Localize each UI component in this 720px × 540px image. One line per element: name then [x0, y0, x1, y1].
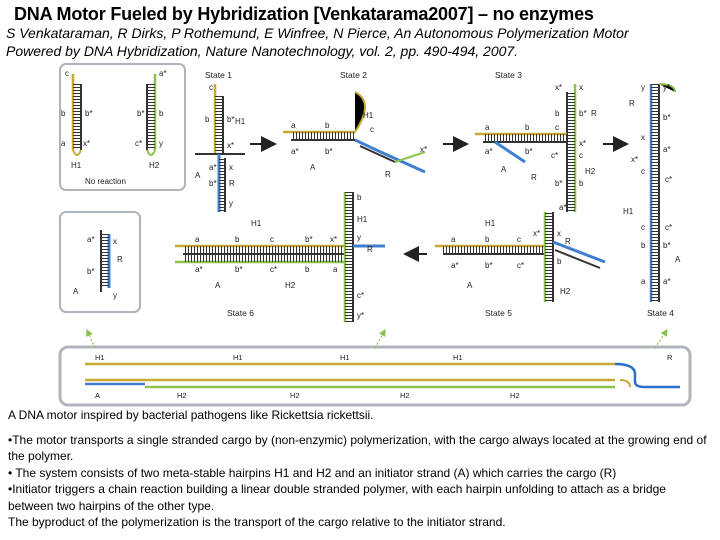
svg-text:H1: H1 — [363, 111, 374, 120]
svg-text:c: c — [270, 235, 274, 244]
svg-text:H2: H2 — [585, 167, 596, 176]
svg-text:b*: b* — [579, 109, 587, 118]
state-1-diagram — [195, 70, 246, 212]
svg-text:State 2: State 2 — [340, 70, 367, 80]
svg-text:x*: x* — [533, 229, 541, 238]
svg-text:y: y — [159, 139, 163, 148]
svg-text:A: A — [95, 391, 101, 400]
svg-text:x*: x* — [631, 155, 639, 164]
svg-text:a*: a* — [559, 203, 567, 212]
svg-text:b: b — [305, 265, 310, 274]
svg-text:a: a — [451, 235, 456, 244]
svg-text:H1: H1 — [357, 215, 368, 224]
svg-text:H2: H2 — [285, 281, 296, 290]
svg-text:b*: b* — [325, 147, 333, 156]
svg-text:State 4: State 4 — [647, 308, 674, 318]
svg-text:c: c — [579, 151, 583, 160]
svg-text:c*: c* — [270, 265, 278, 274]
state-5-diagram — [435, 212, 605, 318]
dna-motor-figure — [55, 62, 695, 407]
svg-text:H2: H2 — [400, 391, 410, 400]
svg-text:a: a — [333, 265, 338, 274]
state-6-diagram — [175, 192, 385, 322]
svg-text:State 3: State 3 — [495, 70, 522, 80]
citation — [6, 24, 718, 60]
svg-text:b*: b* — [663, 241, 671, 250]
svg-text:a*: a* — [195, 265, 203, 274]
svg-text:b: b — [357, 193, 362, 202]
svg-text:b*: b* — [525, 147, 533, 156]
lead-sentence: A DNA motor inspired by bacterial pathogens like Rickettsia rickettsii. — [8, 408, 374, 422]
svg-text:a*: a* — [485, 147, 493, 156]
svg-text:R: R — [367, 245, 373, 254]
svg-text:b*: b* — [87, 267, 95, 276]
svg-text:b: b — [641, 241, 646, 250]
svg-text:y: y — [113, 291, 117, 300]
svg-text:b*: b* — [85, 109, 93, 118]
svg-text:y: y — [357, 233, 361, 242]
svg-text:State 1: State 1 — [205, 70, 232, 80]
svg-text:y: y — [641, 83, 645, 92]
svg-text:a*: a* — [209, 163, 217, 172]
bullet-initiator: •Initiator triggers a chain reaction building a linear double stranded polymer, with each hairpin unfolding to attach as a bridge between two hairpins of the other type. — [8, 482, 666, 513]
svg-text:b*: b* — [137, 109, 145, 118]
label-h2-a: H2 — [149, 161, 160, 170]
svg-text:H2: H2 — [177, 391, 187, 400]
svg-text:a*: a* — [451, 261, 459, 270]
svg-text:H1: H1 — [485, 219, 496, 228]
bullet-hairpins: • The system consists of two meta-stable hairpins H1 and H2 and an initiator strand (A) which carries the cargo (R) — [8, 465, 617, 480]
svg-text:A: A — [195, 171, 201, 180]
svg-text:c: c — [641, 223, 645, 232]
svg-text:R: R — [385, 170, 391, 179]
svg-text:b: b — [235, 235, 240, 244]
svg-text:x: x — [579, 83, 583, 92]
svg-text:b*: b* — [305, 235, 313, 244]
svg-text:c*: c* — [357, 291, 365, 300]
svg-text:A: A — [73, 287, 79, 296]
svg-text:a*: a* — [663, 145, 671, 154]
svg-text:y: y — [229, 199, 233, 208]
svg-text:c: c — [517, 235, 521, 244]
no-reaction-label: No reaction — [85, 177, 126, 186]
svg-text:a: a — [291, 121, 296, 130]
state-2-diagram — [283, 70, 427, 179]
polymer-panel — [60, 330, 690, 405]
svg-text:c: c — [65, 69, 69, 78]
svg-text:H1: H1 — [95, 353, 105, 362]
svg-text:A: A — [467, 281, 473, 290]
svg-text:c*: c* — [665, 223, 673, 232]
svg-text:x*: x* — [83, 139, 91, 148]
svg-text:H1: H1 — [623, 207, 634, 216]
svg-text:a*: a* — [663, 277, 671, 286]
svg-text:x*: x* — [227, 141, 235, 150]
svg-text:c: c — [555, 123, 559, 132]
svg-text:H1: H1 — [235, 117, 246, 126]
svg-text:b*: b* — [663, 113, 671, 122]
state-3-diagram — [475, 70, 597, 212]
svg-text:H1: H1 — [251, 219, 262, 228]
state-4-diagram — [623, 83, 681, 318]
svg-text:b*: b* — [555, 179, 563, 188]
svg-text:b: b — [525, 123, 530, 132]
svg-text:b: b — [325, 121, 330, 130]
svg-text:x: x — [113, 237, 117, 246]
svg-text:x: x — [557, 229, 561, 238]
svg-text:a: a — [641, 277, 646, 286]
citation-line-1: S Venkataraman, R Dirks, P Rothemund, E Winfree, N Pierce, An Autonomous Polymerization Motor — [6, 25, 629, 41]
label-h1-a: H1 — [71, 161, 82, 170]
figure-svg — [55, 62, 695, 407]
svg-text:b*: b* — [235, 265, 243, 274]
citation-line-2: Powered by DNA Hybridization, Nature Nanotechnology, vol. 2, pp. 490-494, 2007. — [6, 43, 519, 59]
svg-text:c*: c* — [665, 175, 673, 184]
svg-text:x*: x* — [555, 83, 563, 92]
svg-text:State 6: State 6 — [227, 308, 254, 318]
svg-text:a: a — [61, 139, 66, 148]
svg-text:c: c — [641, 167, 645, 176]
svg-text:H1: H1 — [340, 353, 350, 362]
svg-text:y*: y* — [663, 83, 671, 92]
svg-text:x: x — [229, 163, 233, 172]
svg-text:a*: a* — [87, 235, 95, 244]
svg-text:State 5: State 5 — [485, 308, 512, 318]
svg-text:H1: H1 — [233, 353, 243, 362]
svg-text:R: R — [629, 99, 635, 108]
svg-text:H2: H2 — [510, 391, 520, 400]
svg-text:c*: c* — [551, 151, 559, 160]
svg-text:A: A — [310, 163, 316, 172]
svg-text:a*: a* — [291, 147, 299, 156]
svg-text:R: R — [117, 255, 123, 264]
svg-text:R: R — [591, 109, 597, 118]
svg-text:H1: H1 — [453, 353, 463, 362]
svg-text:b: b — [485, 235, 490, 244]
svg-text:b: b — [159, 109, 164, 118]
svg-text:R: R — [229, 179, 235, 188]
svg-text:A: A — [501, 165, 507, 174]
svg-text:b*: b* — [227, 115, 235, 124]
svg-text:b: b — [61, 109, 66, 118]
svg-text:c: c — [370, 125, 374, 134]
svg-text:y*: y* — [357, 311, 365, 320]
svg-text:R: R — [531, 173, 537, 182]
svg-text:x*: x* — [420, 145, 428, 154]
bullet-cargo: •The motor transports a single stranded cargo by (non-enzymic) polymerization, with the cargo always located at the growing end of the polymer. — [8, 432, 707, 463]
svg-text:b: b — [557, 257, 562, 266]
svg-text:c: c — [209, 83, 213, 92]
svg-text:b*: b* — [485, 261, 493, 270]
svg-text:b: b — [205, 115, 210, 124]
svg-text:b*: b* — [209, 179, 217, 188]
panel-hairpins — [60, 64, 185, 190]
svg-text:x*: x* — [330, 235, 338, 244]
svg-text:a*: a* — [159, 69, 167, 78]
slide-title: DNA Motor Fueled by Hybridization [Venkatarama2007] – no enzymes — [14, 4, 594, 24]
closing-sentence: The byproduct of the polymerization is the transport of the cargo relative to the initiator strand. — [8, 515, 506, 529]
svg-text:R: R — [565, 237, 571, 246]
svg-text:R: R — [667, 353, 673, 362]
svg-text:H2: H2 — [560, 287, 571, 296]
panel-initiator — [60, 212, 140, 312]
svg-text:A: A — [675, 255, 681, 264]
svg-text:b: b — [555, 109, 560, 118]
svg-text:b: b — [579, 179, 584, 188]
svg-text:A: A — [215, 281, 221, 290]
svg-text:c*: c* — [135, 139, 143, 148]
svg-text:c*: c* — [517, 261, 525, 270]
svg-text:a: a — [195, 235, 200, 244]
svg-text:x*: x* — [579, 139, 587, 148]
svg-text:H2: H2 — [290, 391, 300, 400]
svg-text:x: x — [641, 133, 645, 142]
svg-text:a: a — [485, 123, 490, 132]
description-text — [8, 407, 708, 531]
